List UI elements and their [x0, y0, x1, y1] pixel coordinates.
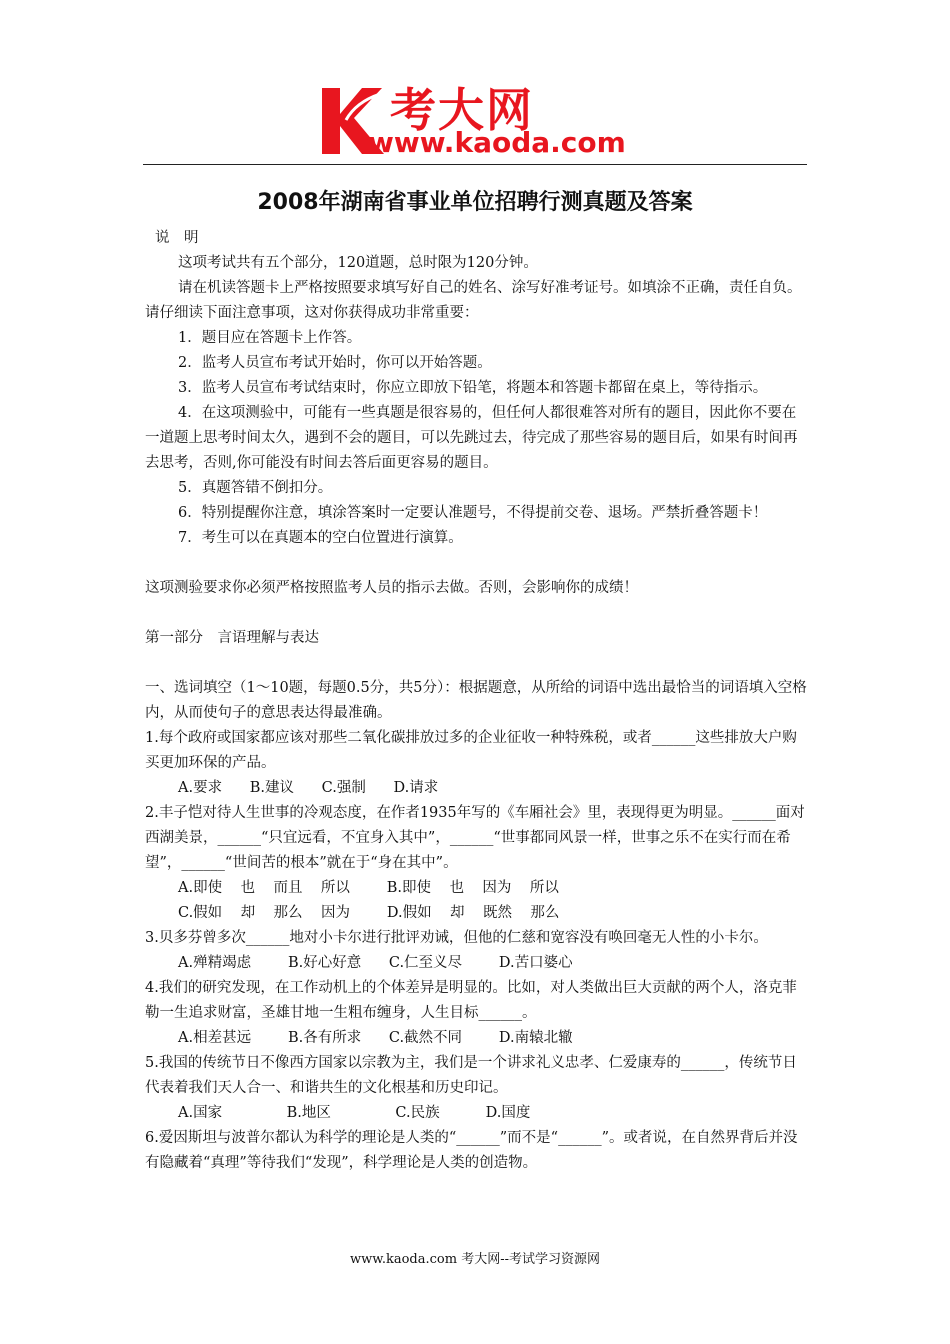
section-instructions: 一、选词填空（1～10题，每题0.5分，共5分）：根据题意，从所给的词语中选出最恰当的词语填入空格内，从而使句子的意思表达得最准确。 [145, 680, 807, 721]
question-stem: 3.贝多芬曾多次______地对小卡尔进行批评劝诫，但他的仁慈和宽容没有唤回毫无人性的小卡尔。 [145, 930, 768, 946]
question-options: A.国家 B.地区 C.民族 D.国度 [178, 1105, 531, 1121]
question-options: C.假如 却 那么 因为 D.假如 却 既然 那么 [178, 905, 560, 921]
spacer [145, 601, 810, 626]
intro-paragraph: 4．在这项测验中，可能有一些真题是很容易的，但任何人都很难答对所有的题目，因此你不要在一道题上思考时间太久，遇到不会的题目，可以先跳过去，待完成了那些容易的题目后，如果有时间再去思考，否则,你可能没有时间去答后面更容易的题目。 [145, 405, 798, 471]
page-title: 2008年湖南省事业单位招聘行测真题及答案 [257, 190, 693, 215]
question-stem: 6.爱因斯坦与波普尔都认为科学的理论是人类的“______”而不是“______”。或者说，在自然界背后并没有隐藏着“真理”等待我们“发现”，科学理论是人类的创造物。 [145, 1130, 798, 1171]
intro-paragraph: 1．题目应在答题卡上作答。 [178, 330, 362, 346]
intro-paragraph: 3．监考人员宣布考试结束时，你应立即放下铅笔，将题本和答题卡都留在桌上，等待指示。 [178, 380, 768, 396]
kaoda-logo [318, 80, 638, 160]
part-heading: 第一部分 言语理解与表达 [145, 630, 319, 646]
intro-paragraph: 5．真题答错不倒扣分。 [178, 480, 333, 496]
question-options: A.即使 也 而且 所以 B.即使 也 因为 所以 [178, 880, 559, 896]
logo-name: 考大网 [390, 83, 534, 137]
intro-heading: 说 明 [155, 230, 199, 246]
header-divider [143, 164, 807, 165]
question-stem: 5.我国的传统节日不像西方国家以宗教为主，我们是一个讲求礼义忠孝、仁爱康寿的______，传统节日代表着我们天人合一、和谐共生的文化根基和历史印记。 [145, 1055, 797, 1096]
intro-paragraph: 2．监考人员宣布考试开始时，你可以开始答题。 [178, 355, 492, 371]
spacer [145, 551, 810, 576]
question-options: A.殚精竭虑 B.好心好意 C.仁至义尽 D.苦口婆心 [178, 955, 573, 971]
question-stem: 4.我们的研究发现，在工作动机上的个体差异是明显的。比如，对人类做出巨大贡献的两个人，洛克菲勒一生追求财富，圣雄甘地一生粗布缠身，人生目标______。 [145, 980, 797, 1021]
document-body [145, 226, 810, 1176]
intro-paragraph: 6．特别提醒你注意，填涂答案时一定要认准题号，不得提前交卷、退场。严禁折叠答题卡！ [178, 505, 768, 521]
question-options: A.相差甚远 B.各有所求 C.截然不同 D.南辕北辙 [178, 1030, 573, 1046]
question-stem: 1.每个政府或国家都应该对那些二氧化碳排放过多的企业征收一种特殊税，或者______这些排放大户购买更加环保的产品。 [145, 730, 797, 771]
logo-url: www.kaoda.com [368, 126, 626, 159]
intro-paragraph: 7．考生可以在真题本的空白位置进行演算。 [178, 530, 463, 546]
intro-paragraph: 请在机读答题卡上严格按照要求填写好自己的姓名、涂写好准考证号。如填涂不正确，责任自负。请仔细读下面注意事项，这对你获得成功非常重要： [145, 280, 802, 321]
question-stem: 2.丰子恺对待人生世事的冷观态度，在作者1935年写的《车厢社会》里，表现得更为明显。______面对西湖美景，______“只宜远看，不宜身入其中”，______“世事都同风景一样，世事之乐不在实行而在希望”，______“世间苦的根本”就在于“身在其中”。 [145, 805, 805, 871]
spacer [145, 651, 810, 676]
question-options: A.要求 B.建议 C.强制 D.请求 [178, 780, 439, 796]
warning-text: 这项测验要求你必须严格按照监考人员的指示去做。否则，会影响你的成绩！ [145, 580, 638, 596]
intro-paragraph: 这项考试共有五个部分，120道题，总时限为120分钟。 [178, 255, 538, 271]
page-footer: www.kaoda.com 考大网--考试学习资源网 [350, 1252, 600, 1267]
